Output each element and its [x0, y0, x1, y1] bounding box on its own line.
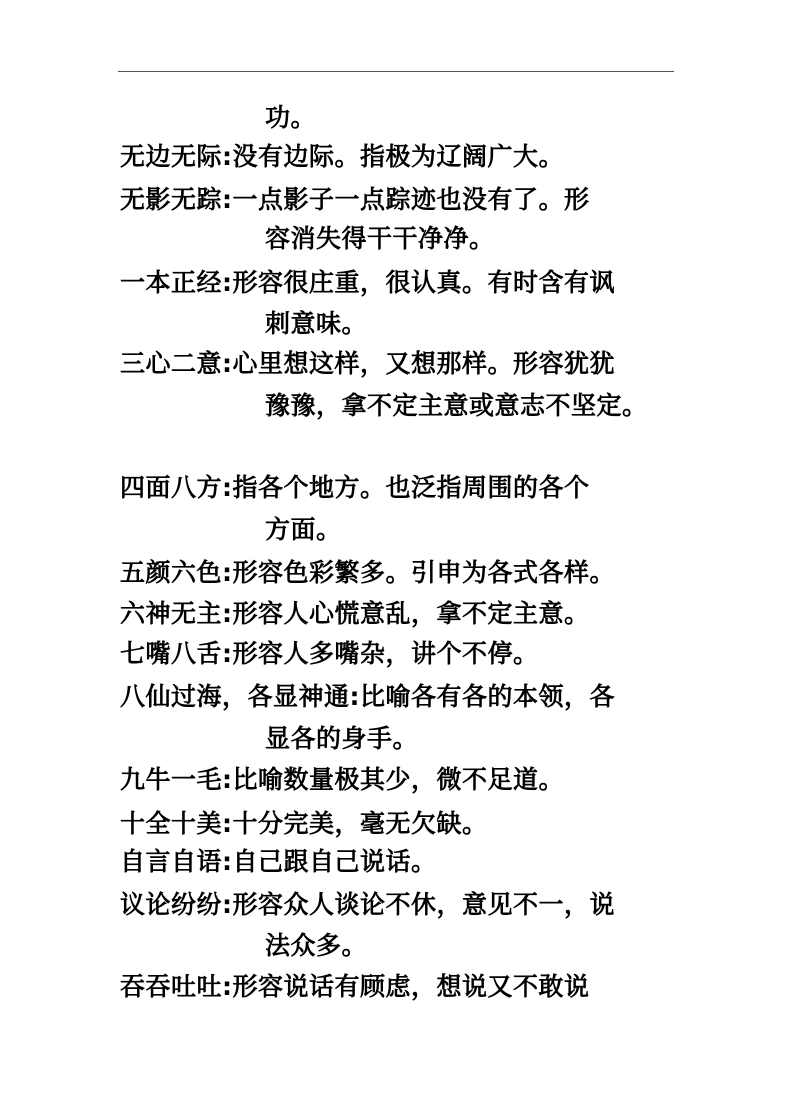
idiom-entry — [120, 594, 700, 634]
idiom-definition: 十分完美，毫无欠缺。 — [232, 809, 488, 838]
colon: : — [222, 890, 233, 919]
idiom-definition: 自己跟自己说话。 — [232, 847, 437, 876]
header-rule — [118, 71, 674, 72]
idiom-definition: 形容色彩繁多。引申为各式各样。 — [232, 558, 616, 587]
idiom-entry — [120, 634, 700, 674]
entry-continuation: 容消失得干干净净。 — [265, 224, 495, 253]
idiom-entry — [120, 885, 700, 925]
idiom-entry — [120, 553, 700, 593]
idiom-term: 四面八方 — [120, 473, 223, 502]
idiom-definition: 形容众人谈论不休，意见不一，说 — [232, 890, 616, 919]
colon: : — [222, 809, 233, 838]
idiom-entry — [120, 760, 700, 800]
idiom-term: 七嘴八舌 — [120, 639, 223, 668]
idiom-definition: 一点影子一点踪迹也没有了。形 — [232, 185, 590, 214]
idiom-entry — [120, 263, 700, 303]
idiom-definition: 心里想这样，又想那样。形容犹犹 — [232, 349, 616, 378]
idiom-term: 六神无主 — [120, 599, 223, 628]
idiom-term: 议论纷纷 — [120, 890, 223, 919]
entry-continuation: 豫豫，拿不定主意或意志不坚定。 — [265, 391, 648, 420]
colon: : — [222, 639, 233, 668]
idiom-term: 自言自语 — [120, 847, 223, 876]
colon: : — [222, 142, 233, 171]
idiom-definition: 形容很庄重，很认真。有时含有讽 — [232, 268, 616, 297]
idiom-entry — [120, 842, 700, 882]
idiom-entry — [120, 804, 700, 844]
entry-continuation: 法众多。 — [265, 931, 368, 960]
idiom-term: 一本正经 — [120, 268, 223, 297]
colon: : — [222, 972, 233, 1001]
colon: : — [222, 349, 233, 378]
entry-continuation: 刺意味。 — [265, 309, 368, 338]
colon: : — [222, 268, 233, 297]
entry-continuation: 显各的身手。 — [265, 724, 419, 753]
colon: : — [222, 558, 233, 587]
idiom-term: 九牛一毛 — [120, 765, 223, 794]
colon: : — [222, 765, 233, 794]
idiom-entry — [120, 180, 700, 220]
colon: : — [222, 185, 233, 214]
idiom-term: 无边无际 — [120, 142, 223, 171]
idiom-entry — [120, 967, 700, 1007]
idiom-definition: 形容人心慌意乱，拿不定主意。 — [232, 599, 590, 628]
idiom-entry — [120, 137, 700, 177]
idiom-term: 无影无踪 — [120, 185, 223, 214]
idiom-definition: 形容说话有顾虑，想说又不敢说 — [232, 972, 590, 1001]
colon: : — [222, 473, 233, 502]
idiom-definition: 指各个地方。也泛指周围的各个 — [232, 473, 590, 502]
colon: : — [222, 847, 233, 876]
idiom-term: 八仙过海，各显神通 — [120, 682, 350, 711]
idiom-term: 三心二意 — [120, 349, 223, 378]
entry-continuation: 功。 — [265, 103, 317, 132]
idiom-entry — [120, 677, 700, 717]
idiom-definition: 没有边际。指极为辽阔广大。 — [232, 142, 565, 171]
idiom-entry — [120, 344, 700, 384]
idiom-entry — [120, 468, 700, 508]
idiom-term: 十全十美 — [120, 809, 223, 838]
idiom-term: 吞吞吐吐 — [120, 972, 223, 1001]
idiom-definition: 比喻数量极其少，微不足道。 — [232, 765, 565, 794]
entry-continuation: 方面。 — [265, 515, 342, 544]
idiom-definition: 形容人多嘴杂，讲个不停。 — [232, 639, 539, 668]
colon: : — [222, 599, 233, 628]
idiom-term: 五颜六色 — [120, 558, 223, 587]
colon: : — [349, 682, 361, 711]
idiom-definition: 比喻各有各的本领，各 — [360, 682, 616, 711]
